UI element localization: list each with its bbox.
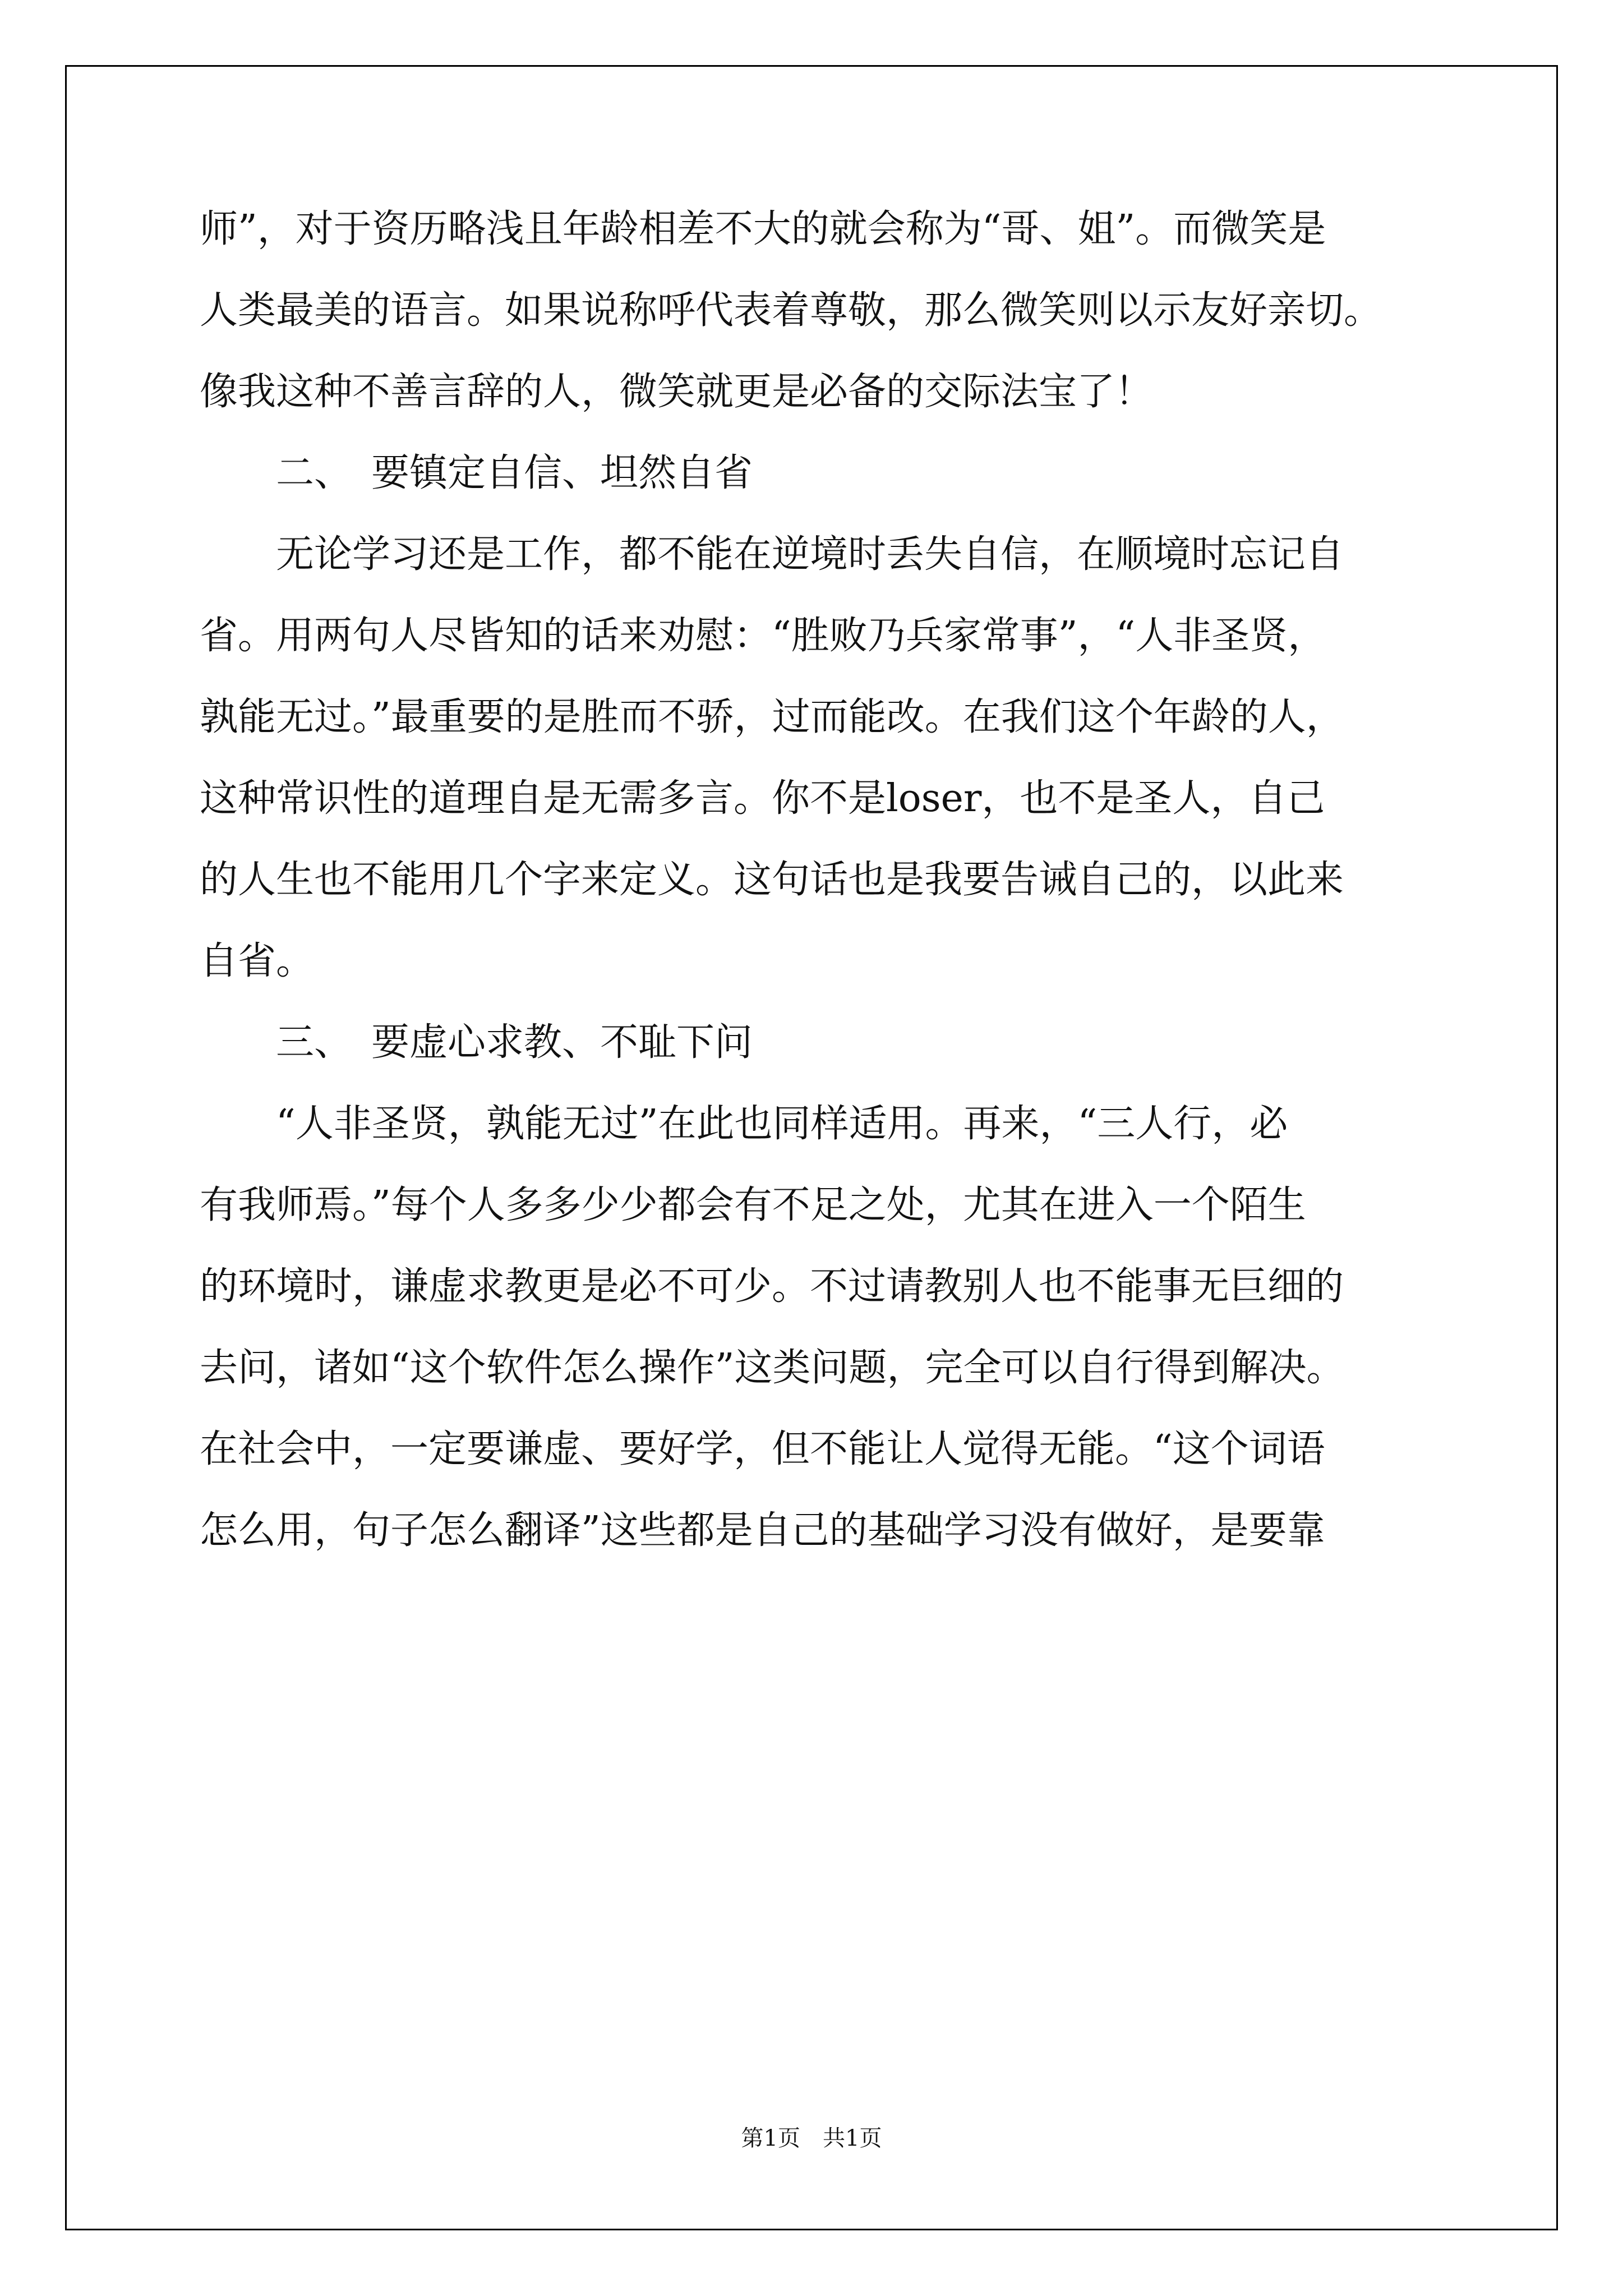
text-line: 师”，对于资历略浅且年龄相差不大的就会称为“哥、姐”。而微笑是 [200,207,1326,251]
text-line: 的环境时，谦虚求教更是必不可少。不过请教别人也不能事无巨细的 [200,1264,1344,1309]
text-line: “人非圣贤，孰能无过”在此也同样适用。再来，“三人行，必 [200,1102,1288,1146]
text-line: 这种常识性的道理自是无需多言。你不是loser，也不是圣人，自己 [200,776,1325,821]
text-line: 像我这种不善言辞的人，微笑就更是必备的交际法宝了！ [200,370,1154,414]
text-line: 有我师焉。”每个人多多少少都会有不足之处，尤其在进入一个陌生 [200,1183,1306,1227]
text-line: 无论学习还是工作，都不能在逆境时丢失自信，在顺境时忘记自 [200,532,1344,577]
section-heading-2: 二、 要镇定自信、坦然自省 [200,451,753,495]
section-heading-3: 三、 要虚心求教、不耻下问 [200,1020,753,1065]
text-line: 在社会中，一定要谦虚、要好学，但不能让人觉得无能。“这个词语 [200,1427,1325,1471]
text-line: 自省。 [200,939,315,983]
text-line: 的人生也不能用几个字来定义。这句话也是我要告诫自己的，以此来 [200,858,1344,902]
page-number-footer: 第1页 共1页 [741,2125,882,2151]
text-line: 去问，诸如“这个软件怎么操作”这类问题，完全可以自行得到解决。 [200,1346,1345,1390]
text-line: 孰能无过。”最重要的是胜而不骄，过而能改。在我们这个年龄的人， [200,695,1344,739]
text-line: 人类最美的语言。如果说称呼代表着尊敬，那么微笑则以示友好亲切。 [200,288,1382,333]
text-line: 怎么用，句子怎么翻译”这些都是自己的基础学习没有做好，是要靠 [200,1508,1325,1553]
text-line: 省。用两句人尽皆知的话来劝慰：“胜败乃兵家常事”，“人非圣贤， [200,614,1326,658]
